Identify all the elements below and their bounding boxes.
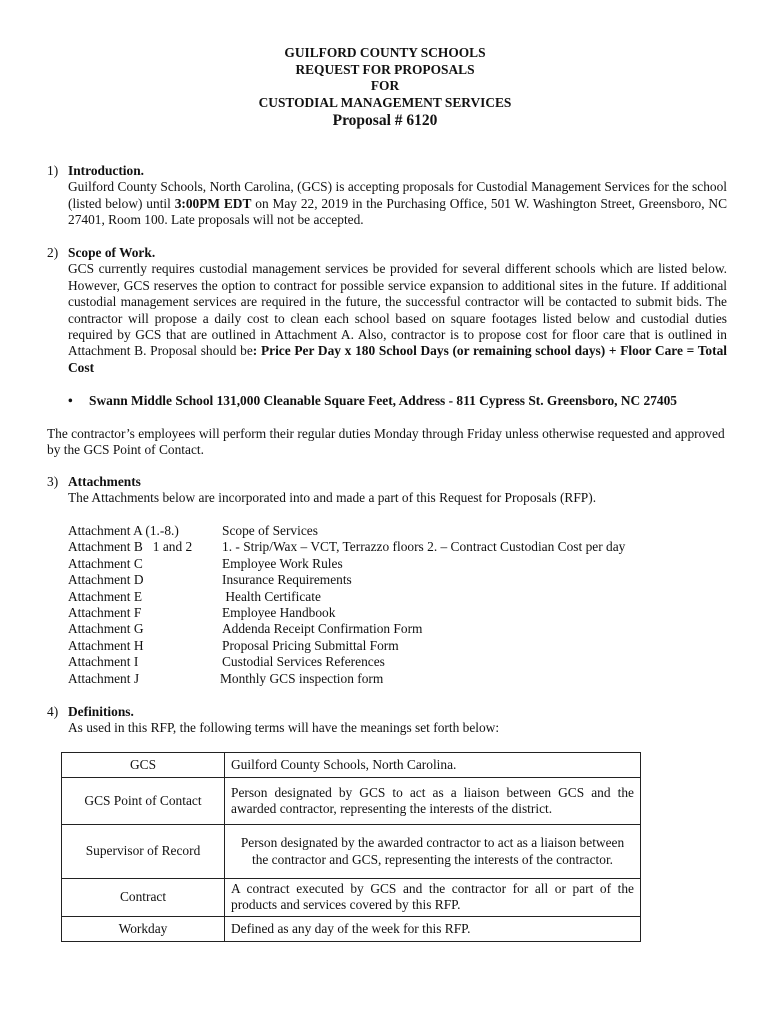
section-number: 4) <box>47 704 59 719</box>
scope-text: GCS currently requires custodial management services be provided for several different schools which are listed below. However, GCS reserves the option to contract for possible service expansion to additional sites in the future. If additional custodial management services are required in the future, the successful contractor will be contacted to submit bids. The contractor will propose a daily cost to clean each school based on square footages listed below and custodial duties required by GCS that are outlined in Attachment A. Also, contractor is to propose cost for floor care that is outlined in Attachment B. Proposal should be: Price Per Day x 180 School Days (or remaining school days) + Floor Care = Total Cost <box>68 261 727 375</box>
attachments-intro: The Attachments below are incorporated into and made a part of this Request for Proposals (RFP). <box>68 490 597 506</box>
term-cell: Supervisor of Record <box>62 825 225 879</box>
table-row <box>62 825 641 879</box>
header-org: GUILFORD COUNTY SCHOOLS <box>284 45 486 60</box>
table-row <box>62 879 641 917</box>
header-for: FOR <box>370 78 400 93</box>
definition-cell: Defined as any day of the week for this RFP. <box>225 916 641 941</box>
document-header <box>0 45 770 131</box>
section-number: 2) <box>47 245 59 260</box>
section-title: Scope of Work. <box>68 245 156 260</box>
definition-cell: Guilford County Schools, North Carolina. <box>225 753 641 778</box>
definition-cell: A contract executed by GCS and the contractor for all or part of the products and services covered by this RFP. <box>225 879 641 917</box>
table-row <box>62 916 641 941</box>
section-number: 3) <box>47 474 59 489</box>
school-listing: Swann Middle School 131,000 Cleanable Square Feet, Address - 811 Cypress St. Greensboro, NC 27405 <box>89 393 677 408</box>
bullet-mark: • <box>68 393 73 408</box>
section-number: 1) <box>47 163 59 178</box>
definition-cell: Person designated by GCS to act as a liaison between GCS and the awarded contractor, representing the interests of the district. <box>225 778 641 825</box>
term-cell: Contract <box>62 879 225 917</box>
pricing-formula: : Price Per Day x 180 School Days (or remaining school days) + Floor Care = Total Cost <box>68 343 727 375</box>
definitions-table <box>61 752 641 942</box>
header-rfp: REQUEST FOR PROPOSALS <box>295 61 475 77</box>
term-cell: Workday <box>62 916 225 941</box>
definitions-intro: As used in this RFP, the following terms will have the meanings set forth below: <box>68 720 500 736</box>
section-title: Introduction. <box>68 163 145 178</box>
introduction-text: Guilford County Schools, North Carolina, (GCS) is accepting proposals for Custodial Management Services for the school (listed below) until 3:00PM EDT on May 22, 2019 in the Purchasing Office, 501 W. Washington Street, Greensboro, NC 27401, Room 100. Late proposals will not be accepted. <box>68 179 728 228</box>
section-title: Attachments <box>68 474 141 489</box>
term-cell: GCS Point of Contact <box>62 778 225 825</box>
duties-paragraph: The contractor’s employees will perform their regular duties Monday through Friday unless otherwise requested and approved by the GCS Point of Contact. <box>47 426 725 458</box>
table-row <box>62 753 641 778</box>
definition-cell: Person designated by the awarded contractor to act as a liaison between the contractor and GCS, representing the interests of the contractor. <box>225 825 641 879</box>
deadline-time: 3:00PM EDT <box>174 195 252 211</box>
term-cell: GCS <box>62 753 225 778</box>
section-title: Definitions. <box>68 704 134 719</box>
table-row <box>62 778 641 825</box>
header-service: CUSTODIAL MANAGEMENT SERVICES <box>258 94 512 110</box>
proposal-number: Proposal # 6120 <box>332 112 438 129</box>
